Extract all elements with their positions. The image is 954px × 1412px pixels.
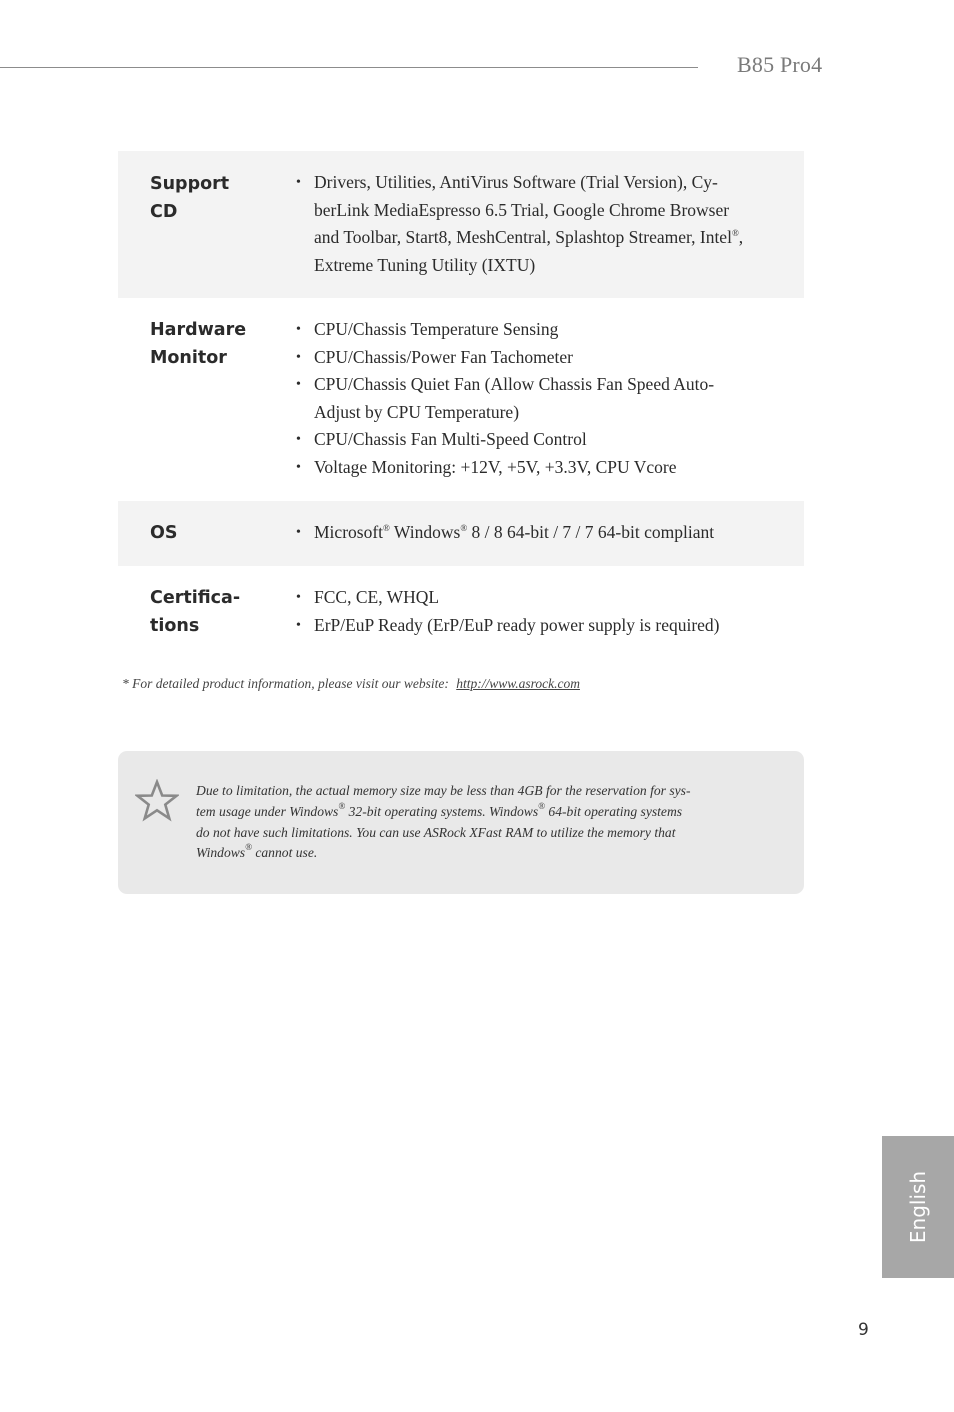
spec-label-certifications: Certifica- tions (150, 588, 241, 636)
spec-row-certifications (118, 566, 804, 662)
list-item: • CPU/Chassis/Power Fan Tachometer (296, 346, 573, 367)
list-item: • Microsoft® Windows® 8 / 8 64-bit / 7 / 7 64-bit compliant (296, 522, 715, 542)
note-box (118, 751, 804, 894)
spec-list-support-cd (296, 169, 784, 279)
spec-list-hardware-monitor (296, 316, 784, 482)
page-number: 9 (858, 1320, 869, 1340)
list-item: • Voltage Monitoring: +12V, +5V, +3.3V, CPU Vcore (296, 456, 677, 477)
spec-label-support-cd: Support CD (150, 174, 230, 222)
spec-table (118, 151, 804, 662)
list-item: • Drivers, Utilities, AntiVirus Software (Trial Version), Cy- berLink MediaEspresso 6.5 Trial, Google Chrome Browser and Toolbar, Start8, MeshCentral, Splashtop Streamer, Intel®, Extreme Tuning Utility (IXTU) (296, 169, 784, 279)
list-item: • ErP/EuP Ready (ErP/EuP ready power supply is required) (296, 614, 720, 635)
spec-label-os: OS (150, 523, 178, 543)
note-text: Due to limitation, the actual memory size may be less than 4GB for the reservation for sys- tem usage under Windows® 32-bit operating systems. Windows® 64-bit operating systems do not have such limitations. You can use ASRock XFast RAM to utilize the memory that Windows® cannot use. (196, 783, 691, 861)
list-item: • FCC, CE, WHQL (296, 587, 440, 607)
model-name: B85 Pro4 (737, 52, 823, 77)
bullet: • (296, 175, 301, 190)
header-rule (0, 67, 698, 68)
footnote: * For detailed product information, please visit our website: http://www.asrock.com (122, 676, 580, 691)
language-label: English (906, 1170, 930, 1244)
website-link[interactable]: http://www.asrock.com (456, 676, 580, 691)
spec-list-certifications (296, 584, 784, 639)
spec-row-hardware-monitor (118, 298, 804, 501)
list-item: • CPU/Chassis Fan Multi-Speed Control (296, 429, 587, 450)
spec-list-os (296, 519, 784, 547)
list-item: • CPU/Chassis Quiet Fan (Allow Chassis Fan Speed Auto- Adjust by CPU Temperature) (296, 374, 715, 422)
star-icon (135, 779, 179, 823)
list-item: • CPU/Chassis Temperature Sensing (296, 319, 559, 339)
language-tab (882, 1136, 954, 1278)
spec-row-os (118, 501, 804, 566)
spec-label-hardware-monitor: Hardware Monitor (150, 320, 247, 368)
spec-row-support-cd (118, 151, 804, 298)
